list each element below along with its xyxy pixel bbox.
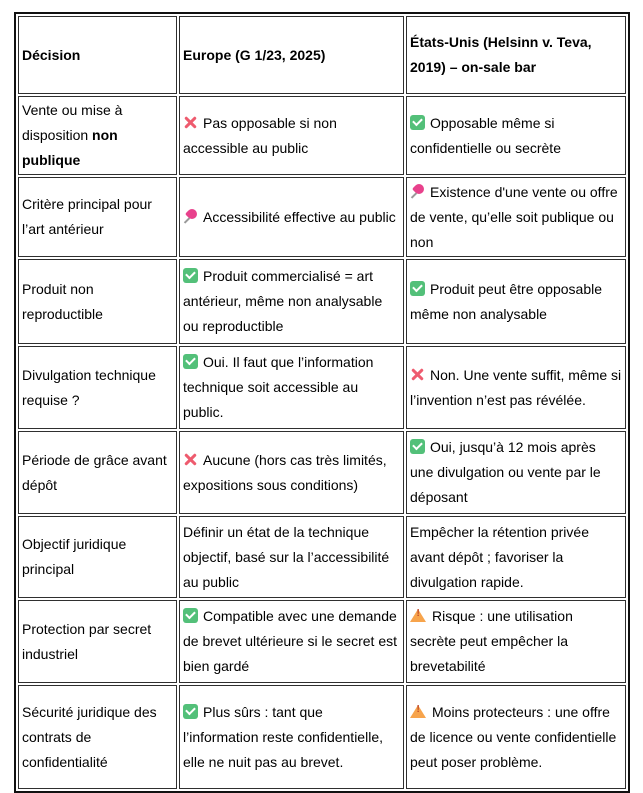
row-label-cell [18, 177, 177, 257]
check-icon [183, 354, 198, 369]
cell-text: Oui, jusqu’à 12 mois après une divulgation ou vente par le déposant [410, 439, 601, 505]
cell-text: Empêcher la rétention privée avant dépôt ; favoriser la divulgation rapide. [410, 523, 589, 590]
us-cell [406, 516, 626, 598]
europe-cell [179, 96, 404, 175]
cell-text: Pas opposable si non accessible au public [183, 114, 337, 156]
cell-text: Compatible avec une demande de brevet ultérieure si le secret est bien gardé [183, 608, 397, 674]
europe-cell [179, 177, 404, 257]
table-row [18, 96, 626, 175]
header-row [18, 16, 626, 94]
us-cell [406, 259, 626, 344]
us-cell [406, 346, 626, 429]
table-row [18, 259, 626, 344]
row-label: Sécurité juridique des contrats de confidentialité [22, 703, 157, 770]
us-cell [406, 431, 626, 514]
row-label-cell [18, 346, 177, 429]
europe-cell [179, 516, 404, 598]
row-label-cell [18, 259, 177, 344]
europe-cell [179, 259, 404, 344]
table-row [18, 516, 626, 598]
cell-text: Plus sûrs : tant que l’information reste confidentielle, elle ne nuit pas au brevet. [183, 703, 383, 770]
row-label: Produit non reproductible [22, 280, 103, 322]
table-row [18, 346, 626, 429]
cell-text: Existence d'une vente ou offre de vente, qu’elle soit publique ou non [410, 183, 618, 250]
check-icon [410, 281, 425, 296]
europe-cell [179, 600, 404, 683]
europe-cell [179, 431, 404, 514]
cell-text: Définir un état de la technique objectif, basé sur la l’accessibilité au public [183, 523, 390, 590]
header-decision: Décision [18, 16, 177, 94]
cell-text: Non. Une vente suffit, même si l’invention n’est pas révélée. [410, 366, 622, 408]
table-row [18, 177, 626, 257]
row-label-cell [18, 685, 177, 789]
row-label-bold: non publique [22, 127, 118, 168]
check-icon [410, 439, 425, 454]
cross-icon [183, 115, 198, 130]
cell-text: Aucune (hors cas très limités, expositions sous conditions) [183, 451, 387, 493]
comparison-table [14, 12, 630, 793]
row-label: Protection par secret industriel [22, 620, 152, 662]
cell-text: Produit peut être opposable même non analysable [410, 280, 603, 322]
warning-icon [410, 704, 427, 719]
us-cell [406, 177, 626, 257]
table-row [18, 431, 626, 514]
cell-text: Opposable même si confidentielle ou secrète [410, 114, 561, 156]
header-us: États-Unis (Helsinn v. Teva, 2019) – on-sale bar [406, 16, 626, 94]
row-label-cell [18, 431, 177, 514]
cell-text: Produit commercialisé = art antérieur, même non analysable ou reproductible [183, 268, 383, 334]
us-cell [406, 685, 626, 789]
pin-icon [183, 209, 198, 224]
cell-text: Risque : une utilisation secrète peut empêcher la brevetabilité [410, 608, 573, 674]
check-icon [183, 704, 198, 719]
row-label: Période de grâce avant dépôt [22, 451, 167, 493]
cross-icon [410, 367, 425, 382]
check-icon [183, 608, 198, 623]
check-icon [183, 268, 198, 283]
cell-text: Moins protecteurs : une offre de licence ou vente confidentielle peut poser problème. [410, 703, 617, 770]
cross-icon [183, 452, 198, 467]
check-icon [410, 115, 425, 130]
us-cell [406, 600, 626, 683]
row-label: Objectif juridique principal [22, 536, 127, 577]
row-label: Divulgation technique requise ? [22, 366, 156, 408]
table-row [18, 685, 626, 789]
row-label: Vente ou mise à disposition [22, 102, 123, 143]
warning-icon [410, 608, 427, 623]
row-label: Critère principal pour l’art antérieur [22, 196, 152, 237]
us-cell [406, 96, 626, 175]
cell-text: Oui. Il faut que l’information technique soit accessible au public. [183, 354, 374, 420]
cell-text: Accessibilité effective au public [203, 208, 396, 225]
europe-cell [179, 685, 404, 789]
pin-icon [410, 184, 425, 199]
table-row [18, 600, 626, 683]
row-label-cell [18, 516, 177, 598]
row-label-cell [18, 600, 177, 683]
comparison-table-container [14, 12, 643, 793]
header-europe: Europe (G 1/23, 2025) [179, 16, 404, 94]
europe-cell [179, 346, 404, 429]
row-label-cell [18, 96, 177, 175]
